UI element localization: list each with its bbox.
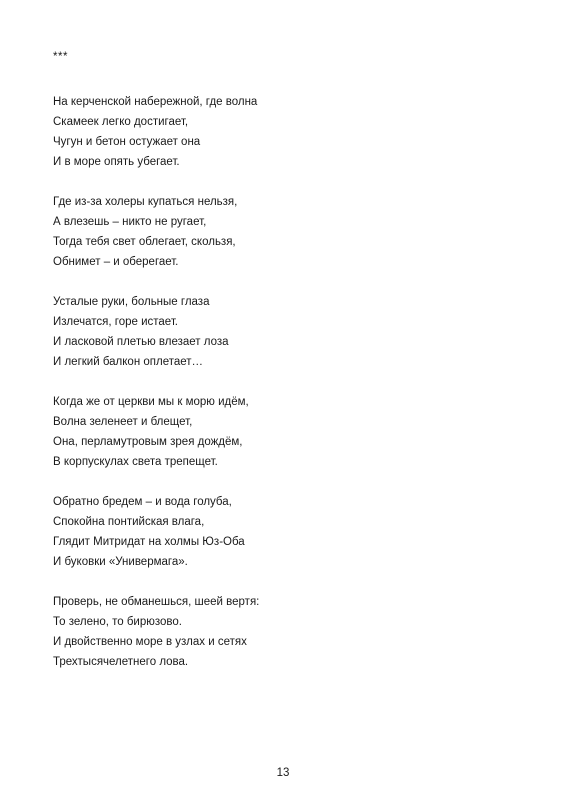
poem	[53, 92, 513, 692]
poem-line: То зелено, то бирюзово.	[53, 616, 182, 628]
poem-line: А влезешь – никто не ругает,	[53, 216, 207, 228]
stanza-2	[53, 192, 513, 272]
poem-line: И двойственно море в узлах и сетях	[53, 636, 247, 648]
poem-line: Трехтысячелетнего лова.	[53, 656, 189, 668]
poem-line: Волна зеленеет и блещет,	[53, 416, 193, 428]
poem-line: Проверь, не обманешься, шеей вертя:	[53, 596, 260, 608]
poem-line: Обнимет – и оберегает.	[53, 256, 179, 268]
poem-line: Когда же от церкви мы к морю идём,	[53, 396, 249, 408]
poem-line: Чугун и бетон остужает она	[53, 136, 201, 148]
stanza-3	[53, 292, 513, 372]
poem-line: Она, перламутровым зрея дождём,	[53, 436, 243, 448]
poem-line: Усталые руки, больные глаза	[53, 296, 210, 308]
stanza-1	[53, 92, 513, 172]
poem-line: Обратно бредем – и вода голуба,	[53, 496, 232, 508]
poem-line: И легкий балкон оплетает…	[53, 356, 204, 368]
poem-line: И ласковой плетью влезает лоза	[53, 336, 229, 348]
poem-line: И в море опять убегает.	[53, 156, 180, 168]
poem-line: Спокойна понтийская влага,	[53, 516, 205, 528]
poem-line: Где из-за холеры купаться нельзя,	[53, 196, 238, 208]
poem-line: И буковки «Универмага».	[53, 556, 188, 568]
section-separator: ***	[53, 51, 68, 63]
stanza-5	[53, 492, 513, 572]
stanza-4	[53, 392, 513, 472]
poem-line: На керченской набережной, где волна	[53, 96, 258, 108]
stanza-6	[53, 592, 513, 672]
poem-line: Глядит Митридат на холмы Юз-Оба	[53, 536, 245, 548]
poem-line: Скамеек легко достигает,	[53, 116, 189, 128]
poem-line: Излечатся, горе истает.	[53, 316, 179, 328]
page-number: 13	[276, 767, 290, 779]
poem-line: Тогда тебя свет облегает, скользя,	[53, 236, 236, 248]
poem-line: В корпускулах света трепещет.	[53, 456, 218, 468]
